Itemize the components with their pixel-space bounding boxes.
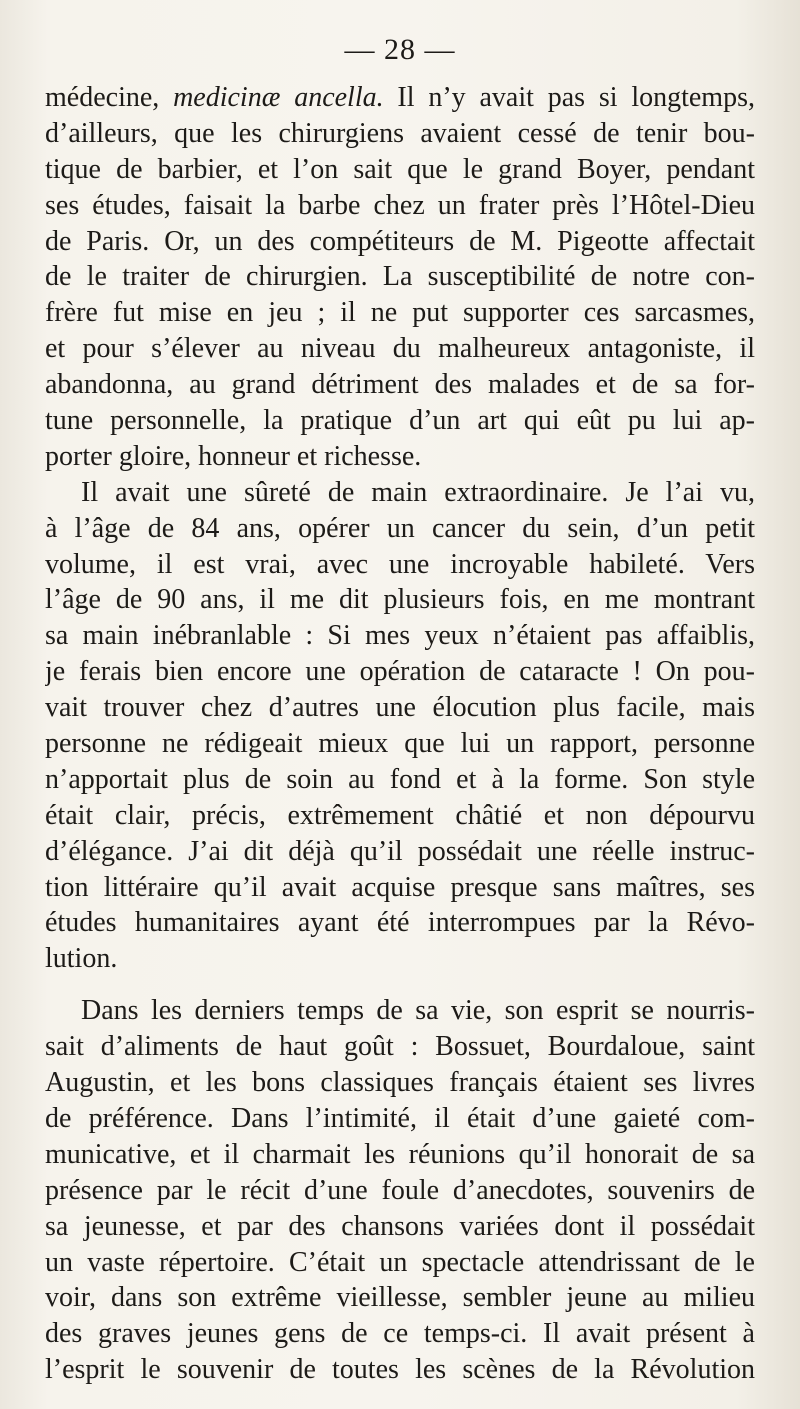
paragraph-line: ses études, faisait la barbe chez un frater près l’Hôtel-Dieu (45, 189, 755, 221)
paragraph-line: personne ne rédigeait mieux que lui un rapport, personne (45, 728, 755, 760)
paragraph-line: tique de barbier, et l’on sait que le grand Boyer, pendant (45, 153, 755, 185)
paragraph-line: tion littéraire qu’il avait acquise presque sans maîtres, ses (45, 871, 755, 903)
paragraph-line: tune personnelle, la pratique d’un art qui eût pu lui ap- (45, 405, 755, 437)
paragraph-line: d’élégance. J’ai dit déjà qu’il possédait une réelle instruc- (45, 835, 755, 867)
paragraph-line: de le traiter de chirurgien. La susceptibilité de notre con- (45, 261, 755, 293)
page-number: — 28 — (344, 33, 456, 66)
paragraph-line: Dans les derniers temps de sa vie, son esprit se nourris- (81, 995, 755, 1027)
paragraph-line: était clair, précis, extrêmement châtié et non dépourvu (45, 799, 755, 831)
paragraph-line (45, 80, 755, 116)
paragraph-line: Augustin, et les bons classiques français étaient ses livres (45, 1067, 755, 1099)
paragraph-line: vait trouver chez d’autres une élocution plus facile, mais (45, 692, 755, 724)
line-prefix: médecine, (45, 82, 174, 113)
paragraph-line: n’apportait plus de soin au fond et à la forme. Son style (45, 763, 755, 795)
paragraph-line: sait d’aliments de haut goût : Bossuet, Bourdaloue, saint (45, 1031, 755, 1063)
paragraph-line: Il avait une sûreté de main extraordinaire. Je l’ai vu, (81, 476, 755, 508)
paragraph-1 (45, 80, 755, 475)
body-text (45, 80, 755, 1388)
paragraph-line: l’esprit le souvenir de toutes les scènes de la Révolution (45, 1354, 755, 1386)
paragraph-line: des graves jeunes gens de ce temps-ci. Il avait présent à (45, 1318, 755, 1350)
paragraph-line: abandonna, au grand détriment des malades et de sa for- (45, 369, 755, 401)
paragraph-3 (45, 993, 755, 1388)
paragraph-2 (45, 475, 755, 977)
paragraph-line: municative, et il charmait les réunions qu’il honorait de sa (45, 1138, 755, 1170)
paragraph-line: je ferais bien encore une opération de cataracte ! On pou- (45, 656, 755, 688)
paragraph-line: sa jeunesse, et par des chansons variées dont il possédait (45, 1210, 755, 1242)
paragraph-spacer (45, 977, 755, 993)
paragraph-line: sa main inébranlable : Si mes yeux n’étaient pas affaiblis, (45, 620, 755, 652)
paragraph-line: et pour s’élever au niveau du malheureux antagoniste, il (45, 333, 755, 365)
paragraph-line: à l’âge de 84 ans, opérer un cancer du sein, d’un petit (45, 512, 755, 544)
paragraph-line: porter gloire, honneur et richesse. (45, 440, 422, 472)
paragraph-line: un vaste répertoire. C’était un spectacle attendrissant de le (45, 1246, 755, 1278)
latin-phrase: medicinæ ancella. (173, 82, 384, 113)
paragraph-line: présence par le récit d’une foule d’anecdotes, souvenirs de (45, 1174, 755, 1206)
paragraph-line: l’âge de 90 ans, il me dit plusieurs fois, en me montrant (45, 584, 755, 616)
line-suffix: Il n’y avait pas si longtemps, (383, 82, 755, 113)
paragraph-line: volume, il est vrai, avec une incroyable habileté. Vers (45, 548, 755, 580)
paragraph-line: voir, dans son extrême vieillesse, sembler jeune au milieu (45, 1282, 755, 1314)
paragraph-line: de Paris. Or, un des compétiteurs de M. Pigeotte affectait (45, 225, 755, 257)
paragraph-line: de préférence. Dans l’intimité, il était d’une gaieté com- (45, 1102, 755, 1134)
paragraph-line: d’ailleurs, que les chirurgiens avaient cessé de tenir bou- (45, 117, 755, 149)
paragraph-line: lution. (45, 943, 118, 975)
paragraph-line: études humanitaires ayant été interrompues par la Révo- (45, 907, 755, 939)
paragraph-line: frère fut mise en jeu ; il ne put supporter ces sarcasmes, (45, 297, 755, 329)
